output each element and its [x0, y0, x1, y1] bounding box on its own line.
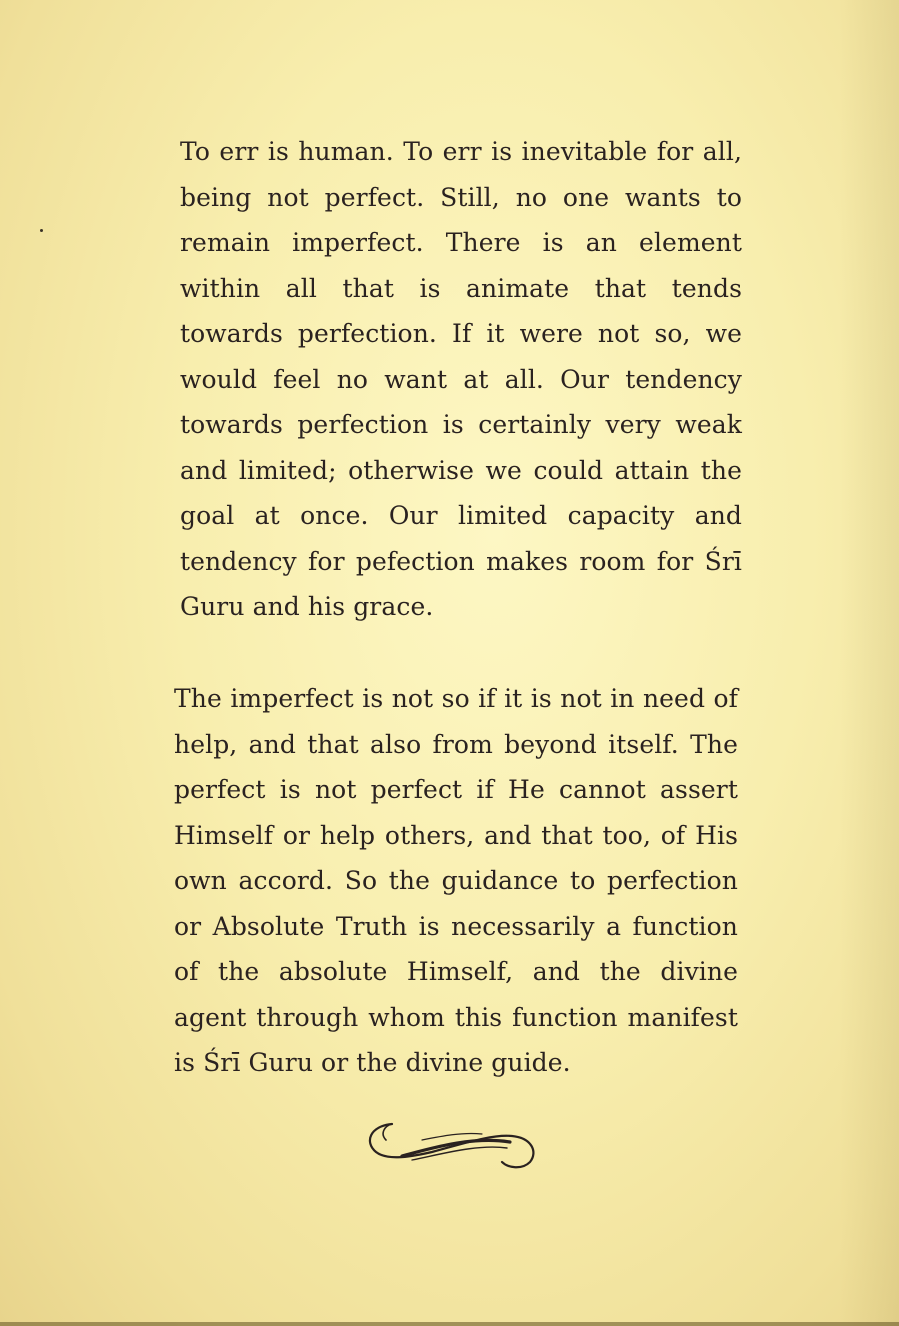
page-edge-shadow [839, 0, 899, 1326]
paragraph-1: To err is human. To err is inevitable for all, being not perfect. Still, no one wants to remain imperfect. There is an element within all that is animate that tends towards perfection. If it were not so, we would feel no want at all. Our tendency towards perfection is certainly very weak and limited; otherwise we could attain the goal at once. Our limited capacity and tendency for pefection makes room for Śrī Guru and his grace. [180, 137, 742, 621]
paper-speck [40, 229, 43, 232]
page-bottom-edge [0, 1322, 899, 1326]
paragraph-2: The imperfect is not so if it is not in need of help, and that also from beyond itself. The perfect is not perfect if He cannot assert Himself or help others, and that too, of His own accord. So the guidance to perfection or Absolute Truth is necessarily a function of the absolute Himself, and the divine agent through whom this function manifest is Śrī Guru or the divine guide. [174, 684, 738, 1077]
swirl-flourish-icon [362, 1112, 542, 1176]
